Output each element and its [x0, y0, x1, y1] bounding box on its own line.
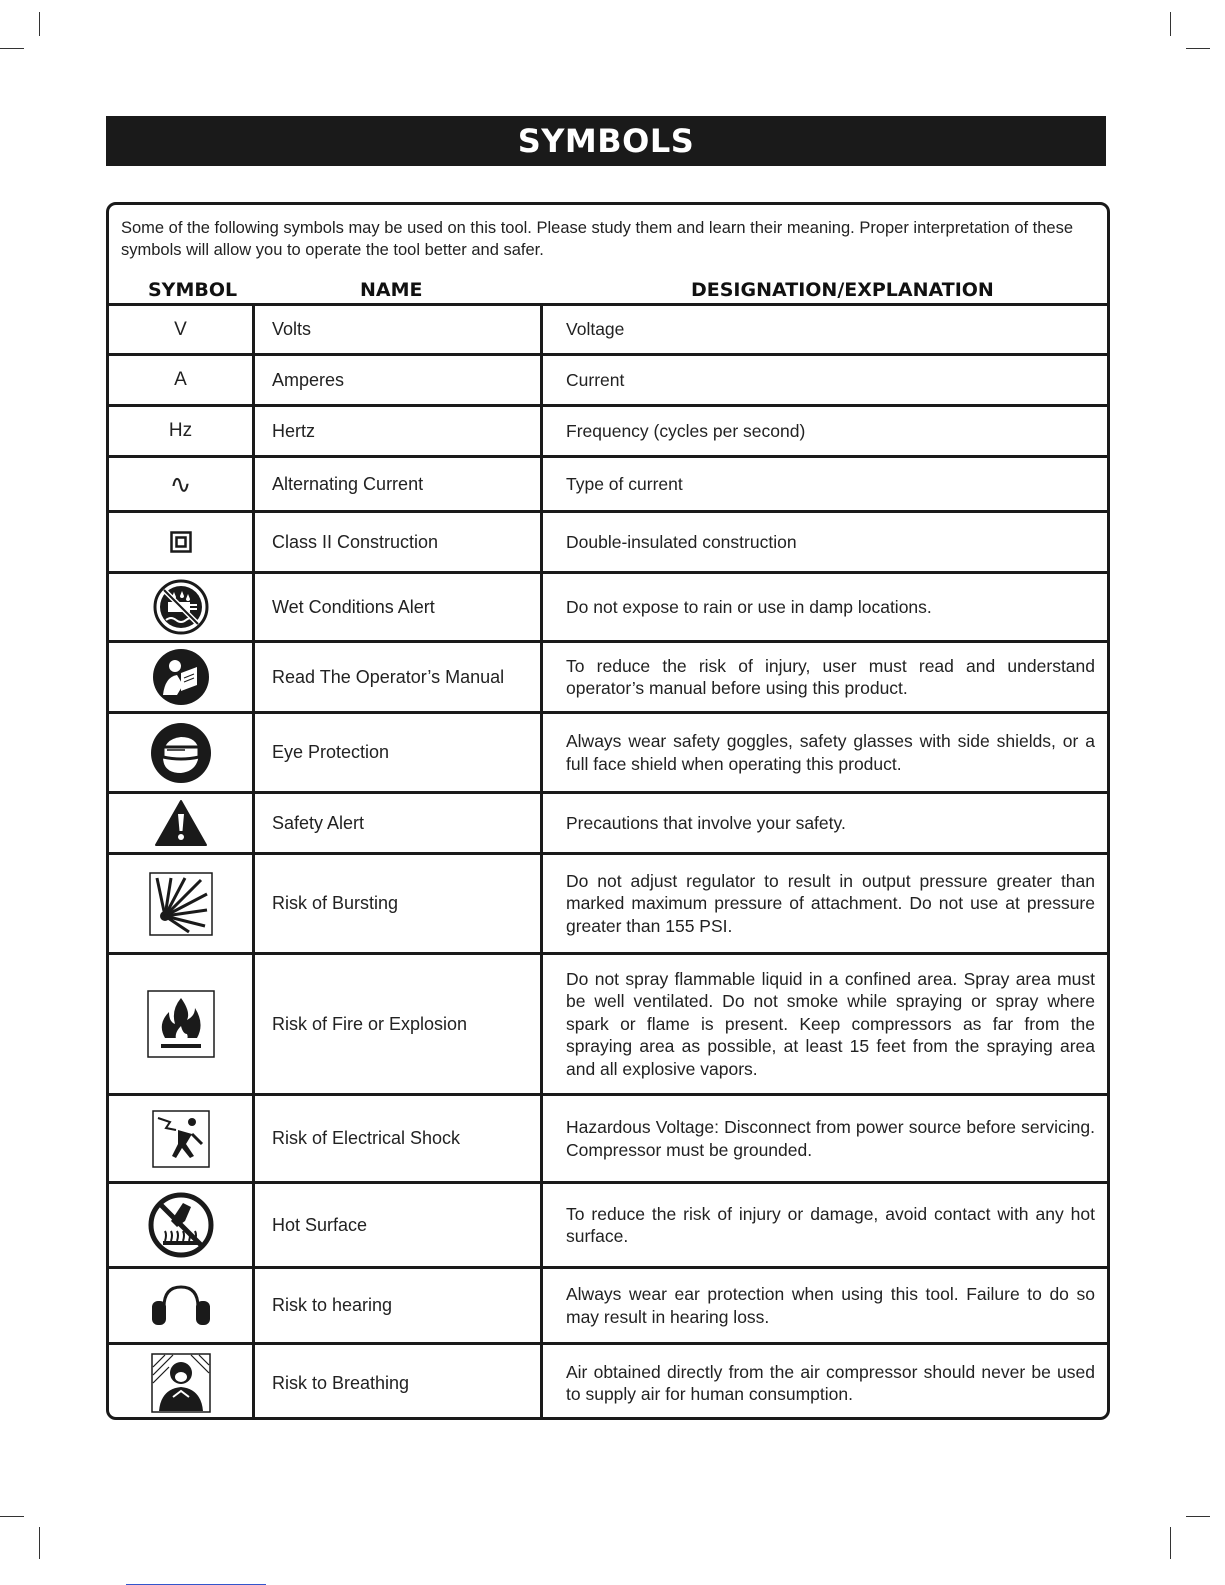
explanation-text: Hazardous Voltage: Disconnect from power source before servicing. Compressor must be grounded.: [566, 1117, 1095, 1160]
hot-surface-icon: [147, 1191, 215, 1259]
explanation-text: Air obtained directly from the air compressor should never be used to supply air for human consumption.: [566, 1361, 1095, 1404]
explanation-text: Voltage: [566, 319, 625, 340]
explanation-cell: [543, 1269, 1107, 1342]
symbol-cell: V: [109, 306, 255, 353]
symbol-cell: [109, 643, 255, 711]
explanation-cell: [543, 714, 1107, 791]
crop-mark: [39, 1527, 40, 1559]
table-row: [109, 306, 1107, 356]
name-cell: Safety Alert: [255, 794, 543, 852]
explanation-text: Precautions that involve your safety.: [566, 812, 846, 833]
name-cell: Risk of Fire or Explosion: [255, 955, 543, 1093]
table-row: [109, 1269, 1107, 1345]
table-row: [109, 458, 1107, 513]
name-cell: Risk of Electrical Shock: [255, 1096, 543, 1181]
bursting-icon: [149, 872, 213, 936]
symbol-cell: [109, 574, 255, 640]
crop-mark: [39, 12, 40, 36]
explanation-cell: [543, 643, 1107, 711]
ear-protection-icon: [150, 1283, 212, 1329]
table-row: [109, 955, 1107, 1096]
table-row: [109, 356, 1107, 407]
crop-mark: [1186, 48, 1210, 49]
wet-conditions-icon: [152, 578, 210, 636]
name-cell: Class II Construction: [255, 513, 543, 571]
explanation-cell: [543, 855, 1107, 952]
symbol-cell: Hz: [109, 407, 255, 455]
name-cell: Hot Surface: [255, 1184, 543, 1266]
symbol-cell: [109, 855, 255, 952]
symbol-cell: [109, 513, 255, 571]
crop-mark: [0, 48, 24, 49]
name-cell: Volts: [255, 306, 543, 353]
name-cell: Risk to hearing: [255, 1269, 543, 1342]
explanation-cell: [543, 794, 1107, 852]
symbol-cell: [109, 794, 255, 852]
explanation-text: Do not spray flammable liquid in a confined area. Spray area must be well ventilated. Do not smoke while spraying or spray where spark or flame is present. Keep compressors as far from the spraying area as possible, at least 15 feet from the spraying area and all explosive vapors.: [566, 968, 1095, 1079]
explanation-cell: [543, 574, 1107, 640]
eye-protection-icon: [149, 721, 213, 785]
explanation-cell: [543, 458, 1107, 510]
explanation-text: Frequency (cycles per second): [566, 420, 806, 441]
read-manual-icon: [151, 647, 211, 707]
explanation-text: Double-insulated construction: [566, 531, 797, 552]
symbol-cell: [109, 714, 255, 791]
table-row: [109, 1096, 1107, 1184]
symbol-cell: [109, 1184, 255, 1266]
safety-alert-icon: [154, 799, 208, 847]
table-row: [109, 855, 1107, 955]
symbols-table: [109, 303, 1107, 1420]
table-row: [109, 513, 1107, 574]
page-title: SYMBOLS: [106, 116, 1106, 166]
symbol-cell: [109, 1269, 255, 1342]
explanation-text: Do not adjust regulator to result in output pressure greater than marked maximum pressure of attachment. Do not use at pressure greater than 155 PSI.: [566, 870, 1095, 936]
name-cell: Wet Conditions Alert: [255, 574, 543, 640]
symbol-cell: ∿: [109, 458, 255, 510]
table-row: [109, 1184, 1107, 1269]
explanation-cell: [543, 1345, 1107, 1420]
crop-mark: [1186, 1516, 1210, 1517]
name-cell: Hertz: [255, 407, 543, 455]
explanation-cell: [543, 306, 1107, 353]
crop-mark: [0, 1516, 24, 1517]
breathing-icon: [151, 1353, 211, 1413]
electrical-shock-icon: [152, 1110, 210, 1168]
table-row: [109, 407, 1107, 458]
column-header-name: NAME: [360, 279, 423, 301]
explanation-cell: [543, 356, 1107, 404]
symbol-cell: A: [109, 356, 255, 404]
explanation-cell: [543, 407, 1107, 455]
symbol-cell: [109, 955, 255, 1093]
explanation-cell: [543, 955, 1107, 1093]
name-cell: Read The Operator’s Manual: [255, 643, 543, 711]
symbol-cell: [109, 1096, 255, 1181]
crop-mark: [1170, 12, 1171, 36]
fire-icon: [147, 990, 215, 1058]
intro-text: Some of the following symbols may be used on this tool. Please study them and learn their meaning. Proper interpretation of these symbols will allow you to operate the tool better and safer.: [121, 219, 1074, 259]
explanation-cell: [543, 513, 1107, 571]
explanation-cell: [543, 1096, 1107, 1181]
table-row: [109, 1345, 1107, 1420]
column-header-symbol: SYMBOL: [148, 279, 238, 301]
explanation-text: To reduce the risk of injury or damage, avoid contact with any hot surface.: [566, 1203, 1095, 1246]
explanation-text: To reduce the risk of injury, user must read and understand operator’s manual before using this product.: [566, 655, 1095, 698]
name-cell: Amperes: [255, 356, 543, 404]
crop-mark: [1170, 1527, 1171, 1559]
class-ii-construction-icon: [170, 531, 192, 553]
explanation-text: Always wear safety goggles, safety glasses with side shields, or a full face shield when operating this product.: [566, 731, 1095, 774]
column-header-explanation: DESIGNATION/EXPLANATION: [691, 279, 994, 301]
name-cell: Eye Protection: [255, 714, 543, 791]
table-row: [109, 714, 1107, 794]
symbol-cell: [109, 1345, 255, 1420]
name-cell: Alternating Current: [255, 458, 543, 510]
explanation-text: Do not expose to rain or use in damp locations.: [566, 596, 932, 617]
symbols-table-frame: [106, 202, 1110, 1420]
table-row: [109, 794, 1107, 855]
explanation-text: Always wear ear protection when using this tool. Failure to do so may result in hearing loss.: [566, 1284, 1095, 1327]
name-cell: Risk of Bursting: [255, 855, 543, 952]
table-row: [109, 643, 1107, 714]
name-cell: Risk to Breathing: [255, 1345, 543, 1420]
explanation-text: Type of current: [566, 473, 683, 494]
table-row: [109, 574, 1107, 643]
explanation-text: Current: [566, 369, 625, 390]
explanation-cell: [543, 1184, 1107, 1266]
